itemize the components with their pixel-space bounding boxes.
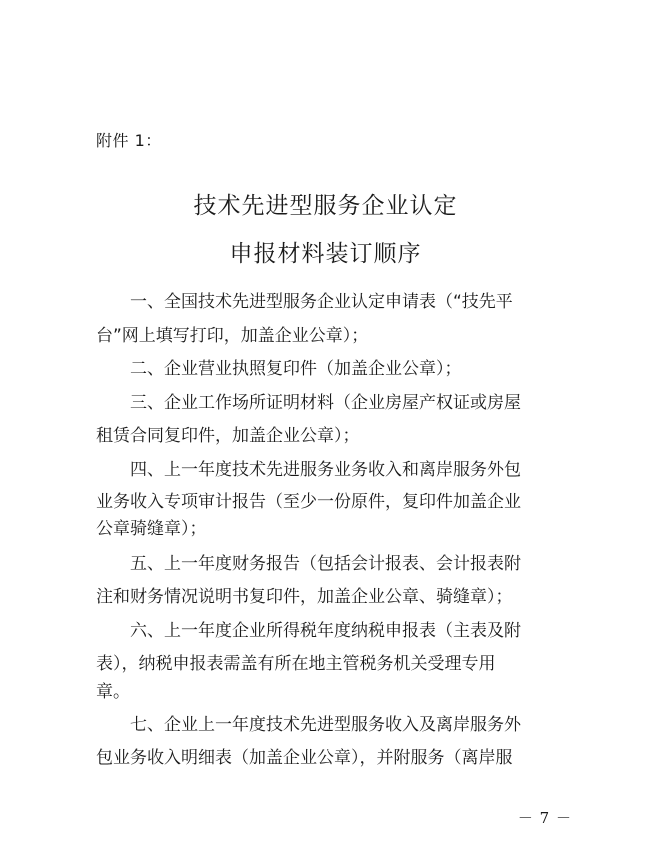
attachment-label: 附件 1：: [96, 131, 162, 150]
document-title-line2: 申报材料装订顺序: [229, 241, 422, 267]
body-line: 表），纳税申报表需盖有所在地主管税务机关受理专用: [96, 654, 496, 674]
body-line: 四、上一年度技术先进服务业务收入和离岸服务外包: [130, 460, 521, 480]
body-line: 三、企业工作场所证明材料（企业房屋产权证或房屋: [130, 393, 521, 413]
body-line: 二、企业营业执照复印件（加盖企业公章）；: [130, 359, 462, 379]
body-line: 公章骑缝章）；: [96, 519, 207, 539]
body-line: 业务收入专项审计报告（至少一份原件，复印件加盖企业: [96, 492, 521, 512]
body-line: 五、上一年度财务报告（包括会计报表、会计报表附: [130, 554, 521, 574]
body-line: 租赁合同复印件，加盖企业公章）；: [96, 426, 360, 446]
body-line: 台”网上填写打印，加盖企业公章）；: [96, 326, 369, 346]
document-title-line1: 技术先进型服务企业认定: [193, 193, 458, 219]
page-number: － 7 －: [517, 809, 572, 827]
body-line: 包业务收入明细表（加盖企业公章），并附服务（离岸服: [96, 748, 513, 768]
body-line: 一、全国技术先进型服务企业认定申请表（“技先平: [130, 292, 513, 312]
body-line: 注和财务情况说明书复印件，加盖企业公章、骑缝章）；: [96, 587, 513, 607]
body-line: 七、企业上一年度技术先进型服务收入及离岸服务外: [130, 715, 521, 735]
body-line: 章。: [96, 682, 130, 702]
body-line: 六、上一年度企业所得税年度纳税申报表（主表及附: [130, 621, 521, 641]
